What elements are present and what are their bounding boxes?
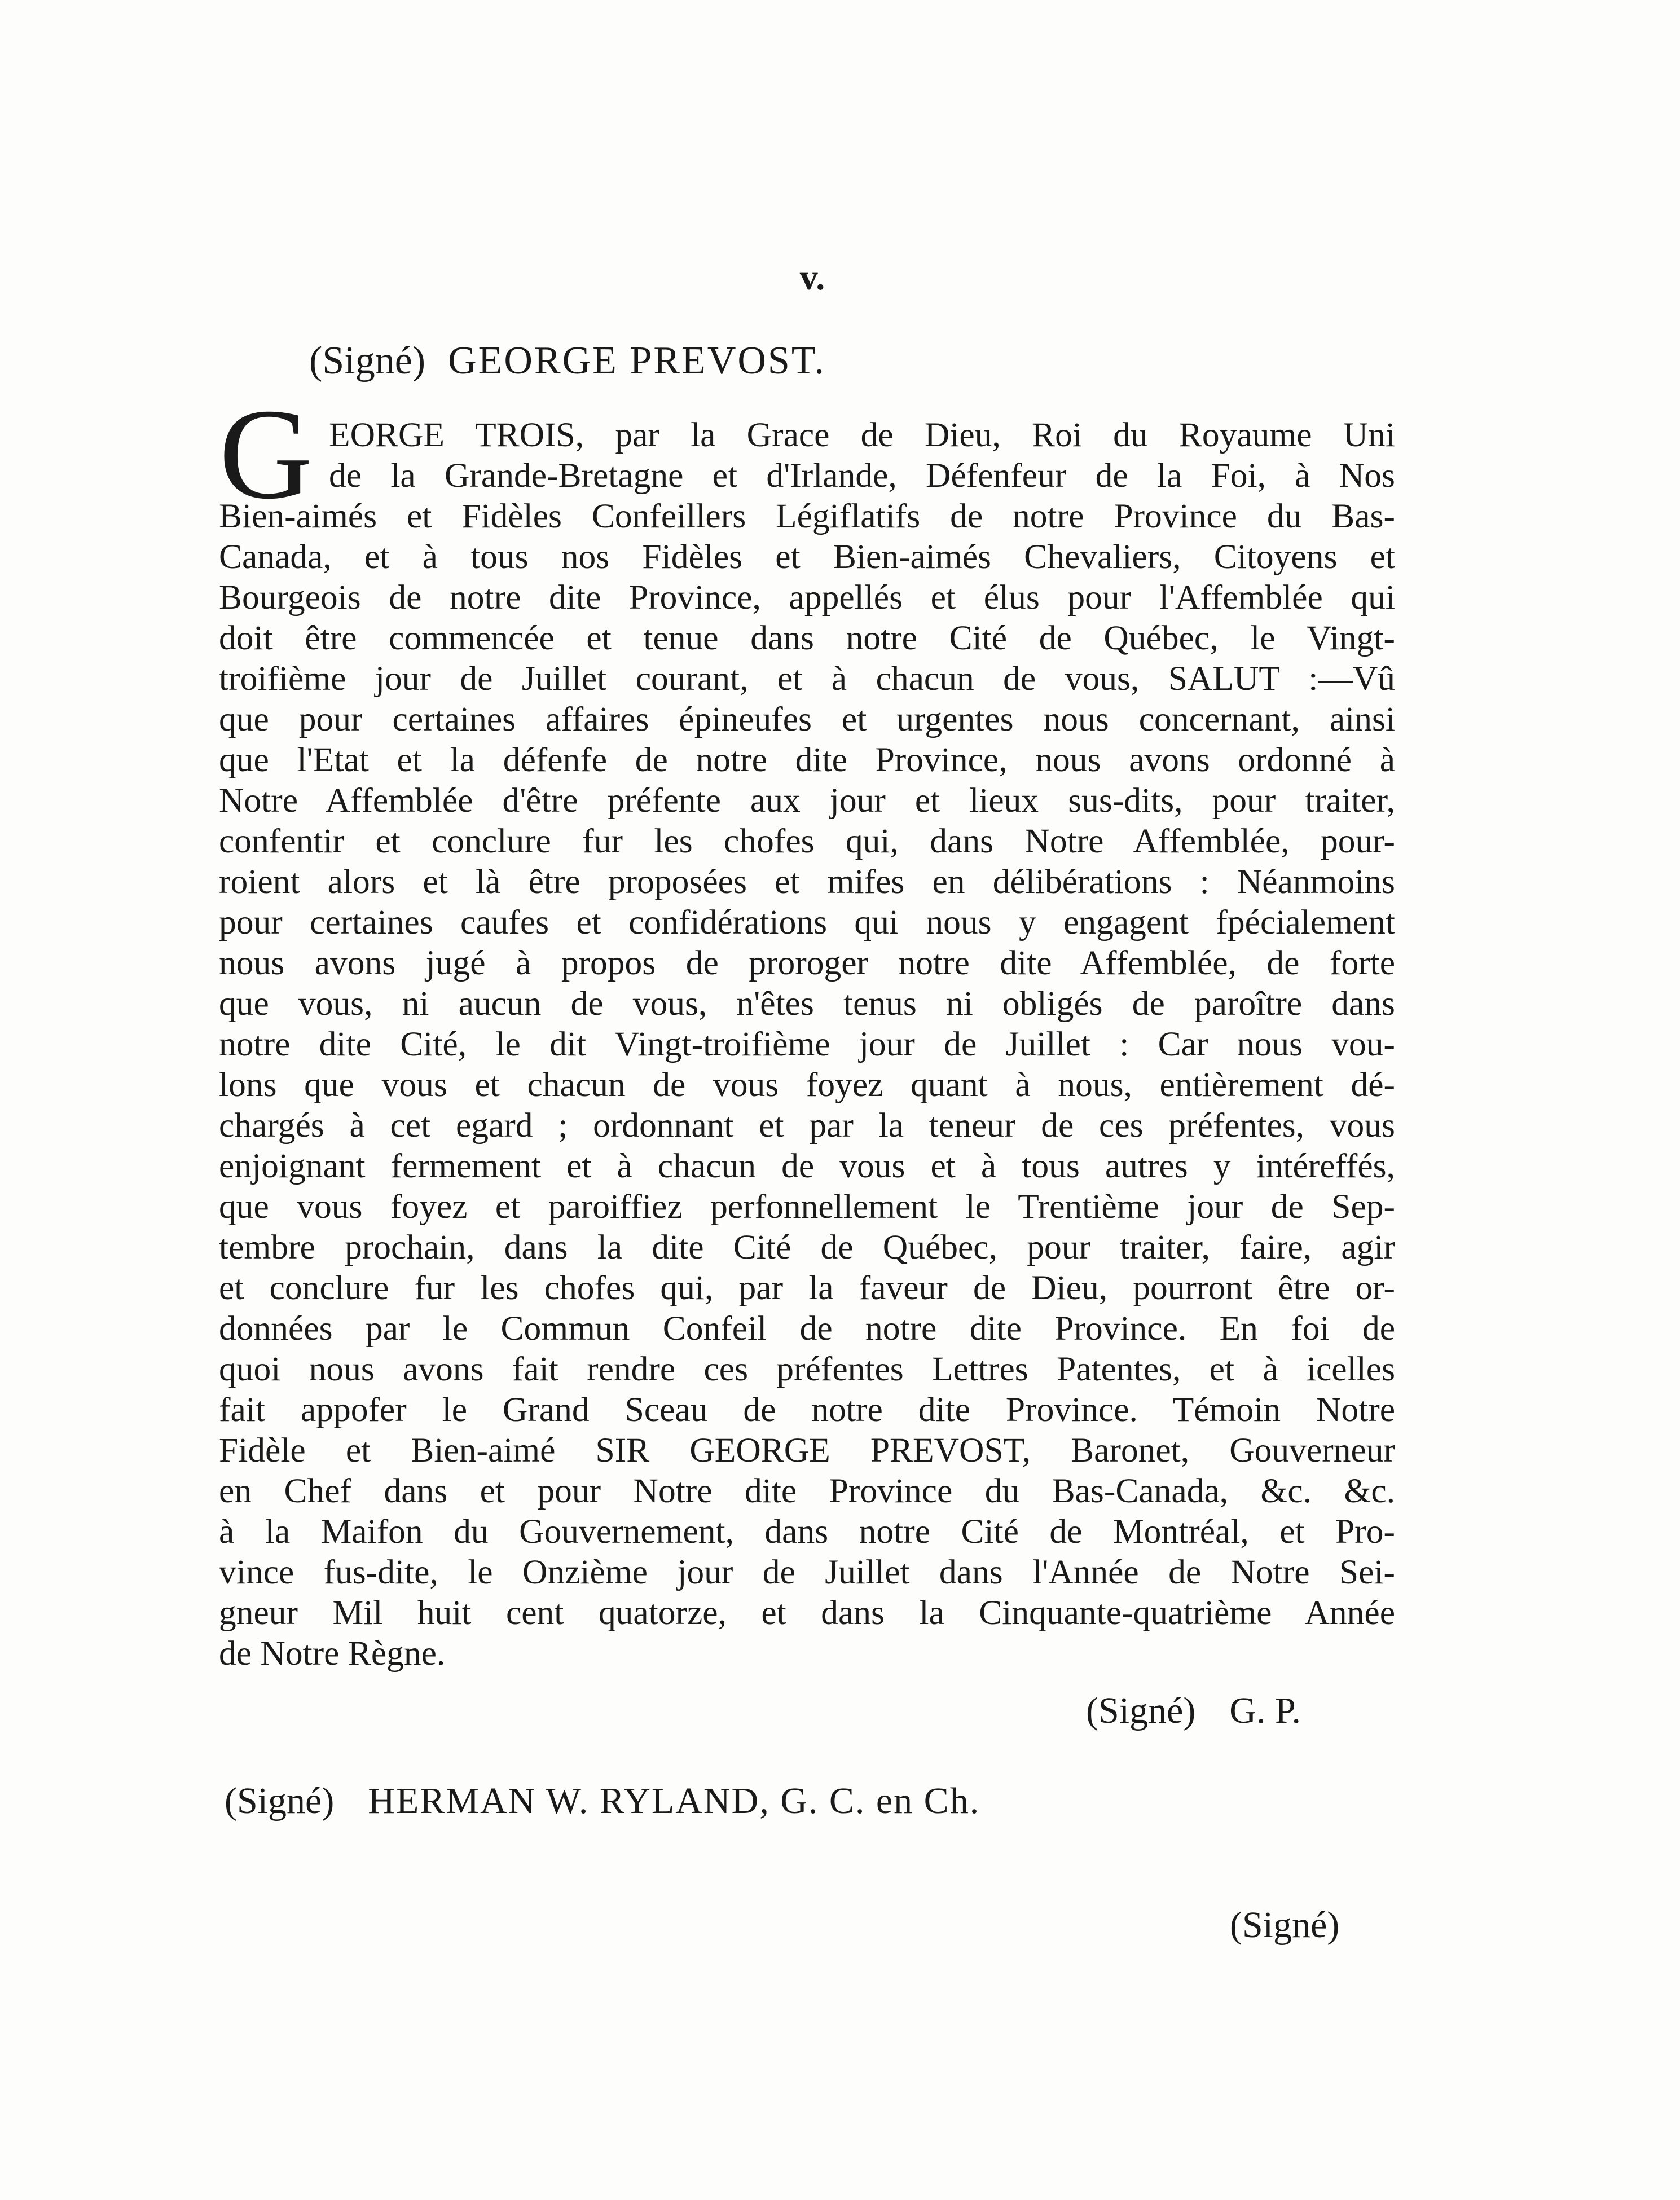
top-signature [309, 338, 826, 384]
top-signature-name: GEORGE PREVOST. [448, 339, 826, 382]
proclamation-line: nous avons jugé à propos de proroger notre dite Affemblée, de forte [219, 944, 1395, 982]
page-number: v. [799, 257, 825, 297]
ryland-signature-name: HERMAN W. RYLAND, G. C. en Ch. [368, 1780, 980, 1821]
proclamation-line: gneur Mil huit cent quatorze, et dans la Cinquante-quatrième Année [219, 1594, 1395, 1632]
proclamation-text [219, 415, 1395, 1674]
proclamation-line: roient alors et là être proposées et mifes en délibérations : Néanmoins [219, 863, 1395, 901]
proclamation-line: enjoignant fermement et à chacun de vous et à tous autres y intéreffés, [219, 1147, 1395, 1185]
proclamation-line: de Notre Règne. [219, 1634, 446, 1673]
gp-signature-name: G. P. [1229, 1690, 1301, 1731]
proclamation-line: que vous, ni aucun de vous, n'êtes tenus ni obligés de paroître dans [219, 984, 1395, 1023]
catchword: (Signé) [1230, 1904, 1340, 1946]
proclamation-line: tembre prochain, dans la dite Cité de Québec, pour traiter, faire, agir [219, 1228, 1395, 1266]
proclamation-line: de la Grande-Bretagne et d'Irlande, Défenfeur de la Foi, à Nos [329, 456, 1395, 495]
gp-signature [1086, 1689, 1301, 1732]
proclamation-line: Bien-aimés et Fidèles Confeillers Légiflatifs de notre Province du Bas- [219, 497, 1395, 535]
proclamation-line: doit être commencée et tenue dans notre Cité de Québec, le Vingt- [219, 619, 1395, 657]
proclamation-line: Bourgeois de notre dite Province, appellés et élus pour l'Affemblée qui [219, 578, 1395, 617]
ryland-signature-label: (Signé) [225, 1780, 335, 1821]
proclamation-line: EORGE TROIS, par la Grace de Dieu, Roi du Royaume Uni [329, 416, 1395, 454]
proclamation-line: que pour certaines affaires épineufes et urgentes nous concernant, ainsi [219, 700, 1395, 738]
drop-cap: G [219, 382, 313, 526]
proclamation-line: fait appofer le Grand Sceau de notre dite Province. Témoin Notre [219, 1391, 1395, 1429]
proclamation-line: Canada, et à tous nos Fidèles et Bien-aimés Chevaliers, Citoyens et [219, 538, 1395, 576]
proclamation-line: Fidèle et Bien-aimé SIR GEORGE PREVOST, Baronet, Gouverneur [219, 1431, 1395, 1469]
gp-signature-label: (Signé) [1086, 1690, 1196, 1731]
proclamation-line: chargés à cet egard ; ordonnant et par la teneur de ces préfentes, vous [219, 1106, 1395, 1145]
proclamation-line: notre dite Cité, le dit Vingt-troifième jour de Juillet : Car nous vou- [219, 1025, 1395, 1063]
proclamation-line: que l'Etat et la défenfe de notre dite Province, nous avons ordonné à [219, 741, 1395, 779]
ryland-signature [225, 1780, 980, 1823]
proclamation-line: quoi nous avons fait rendre ces préfentes Lettres Patentes, et à icelles [219, 1350, 1395, 1388]
proclamation-line: vince fus-dite, le Onzième jour de Juillet dans l'Année de Notre Sei- [219, 1553, 1395, 1591]
proclamation-line: confentir et conclure fur les chofes qui, dans Notre Affemblée, pour- [219, 822, 1395, 860]
proclamation-line: en Chef dans et pour Notre dite Province du Bas-Canada, &c. &c. [219, 1472, 1395, 1510]
proclamation-line: pour certaines caufes et confidérations qui nous y engagent fpécialement [219, 903, 1395, 941]
proclamation-line: à la Maifon du Gouvernement, dans notre Cité de Montréal, et Pro- [219, 1512, 1395, 1551]
top-signature-label: (Signé) [309, 339, 426, 382]
proclamation-line: que vous foyez et paroiffiez perfonnellement le Trentième jour de Sep- [219, 1187, 1395, 1226]
proclamation-line: données par le Commun Confeil de notre dite Province. En foi de [219, 1309, 1395, 1348]
proclamation-line: lons que vous et chacun de vous foyez quant à nous, entièrement dé- [219, 1066, 1395, 1104]
proclamation-line: et conclure fur les chofes qui, par la faveur de Dieu, pourront être or- [219, 1269, 1395, 1307]
proclamation-line: troifième jour de Juillet courant, et à chacun de vous, SALUT :—Vû [219, 659, 1395, 698]
proclamation-line: Notre Affemblée d'être préfente aux jour et lieux sus-dits, pour traiter, [219, 781, 1395, 820]
